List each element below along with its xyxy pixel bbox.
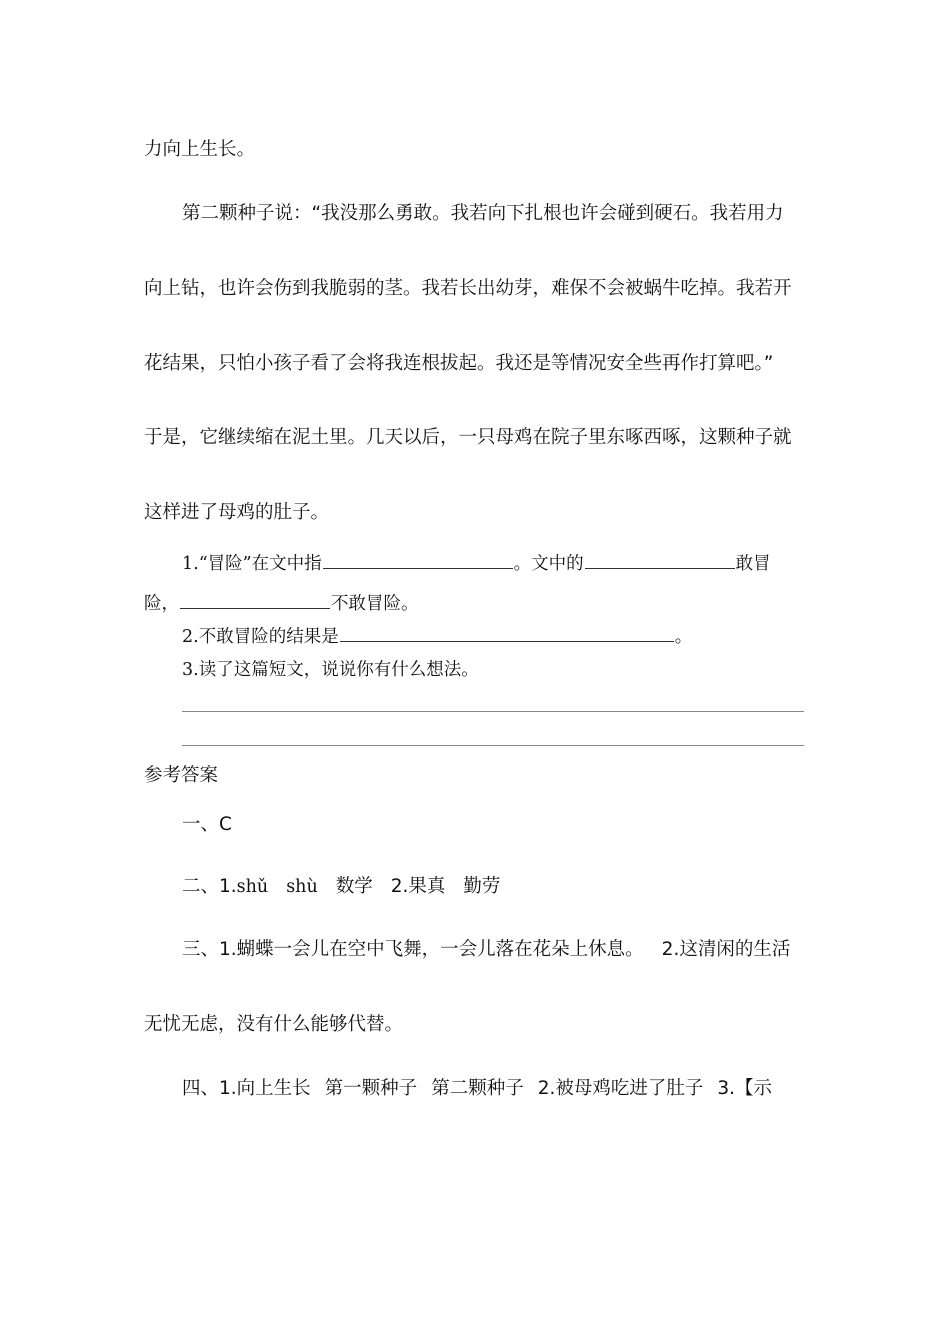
answer-blank-3[interactable]: [180, 590, 330, 609]
answer-2-prefix: 二、1.: [182, 876, 237, 897]
answer-2-pinyin-2: shù: [286, 877, 318, 897]
answers-title: 参考答案: [144, 765, 219, 786]
question-1-text-b: 。文中的: [513, 554, 584, 574]
question-1-text-a: 1.“冒险”在文中指: [182, 554, 322, 574]
story-line-1: 力向上生长。: [144, 139, 256, 160]
answer-section-3: [182, 938, 790, 962]
answer-3-text-2: 这清闲的生活: [679, 939, 791, 960]
answer-blank-1[interactable]: [323, 550, 513, 569]
answer-2-word-3: 勤劳: [463, 876, 501, 897]
answer-3-num: 2.: [661, 939, 680, 960]
question-2: [182, 623, 692, 649]
answer-4-word-3: 第二颗种子: [431, 1078, 524, 1099]
answer-section-1: 一、C: [182, 814, 232, 835]
answer-2-num: 2.: [390, 876, 409, 897]
answer-line-1[interactable]: [182, 711, 804, 712]
answer-blank-2[interactable]: [585, 550, 735, 569]
answer-2-word-2: 果真: [408, 876, 446, 897]
question-1-text-c: 敢冒: [735, 554, 771, 574]
answer-2-word-1: 数学: [335, 876, 373, 897]
story-line-4: 花结果，只怕小孩子看了会将我连根拔起。我还是等情况安全些再作打算吧。”: [144, 353, 774, 374]
story-line-5: 于是，它继续缩在泥土里。几天以后，一只母鸡在院子里东啄西啄，这颗种子就: [144, 427, 792, 448]
question-2-text-b: 。: [674, 627, 693, 647]
answer-4-word-1: 向上生长: [236, 1078, 311, 1099]
question-1-continued: [144, 590, 419, 616]
answer-section-4: [182, 1077, 772, 1101]
answer-4-word-5: 【示: [735, 1078, 773, 1099]
story-line-6: 这样进了母鸡的肚子。: [144, 502, 330, 523]
answer-3-text-1: 蝴蝶一会儿在空中飞舞，一会儿落在花朵上休息。: [236, 939, 644, 960]
answer-4-num-2: 2.: [537, 1078, 556, 1099]
question-1-text-d: 险，: [144, 594, 179, 614]
story-line-3: 向上钻，也许会伤到我脆弱的茎。我若长出幼芽，难保不会被蜗牛吃掉。我若开: [144, 278, 792, 299]
answer-4-num-3: 3.: [717, 1078, 736, 1099]
answer-2-pinyin-1: shǔ: [236, 877, 269, 897]
answer-4-word-2: 第一颗种子: [324, 1078, 418, 1099]
question-3: 3.读了这篇短文，说说你有什么想法。: [182, 660, 479, 680]
question-1-text-e: 不敢冒险。: [331, 594, 419, 614]
question-2-text-a: 2.不敢冒险的结果是: [182, 627, 339, 647]
answer-line-2[interactable]: [182, 745, 804, 746]
answer-4-word-4: 被母鸡吃进了肚子: [555, 1078, 704, 1099]
story-line-2: 第二颗种子说：“我没那么勇敢。我若向下扎根也许会碰到硬石。我若用力: [182, 203, 784, 224]
answer-4-prefix: 四、1.: [182, 1078, 237, 1099]
answer-3-prefix: 三、1.: [182, 939, 237, 960]
answer-section-3-continued: 无忧无虑，没有什么能够代替。: [144, 1014, 404, 1035]
answer-blank-4[interactable]: [340, 623, 674, 642]
answer-section-2: [182, 875, 500, 899]
question-1: [182, 550, 771, 576]
